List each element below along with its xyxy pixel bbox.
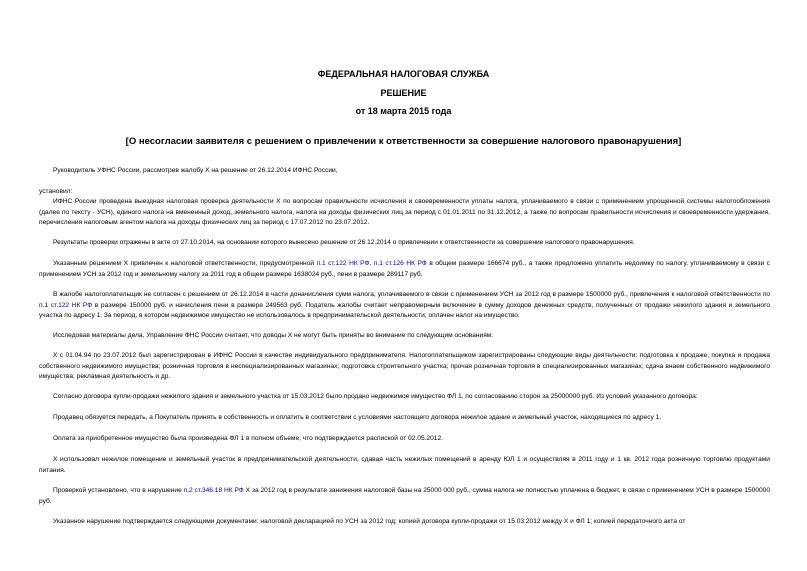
paragraph-results: Результаты проверки отражены в акте от 27.10.2014, на основании которого вынесено решение от 26.12.2014 о привлечении к ответственности за совершение налогового правонарушения.	[53, 239, 635, 246]
text-segment: Указанным решением Х привлечен к налоговой ответственности, предусмотренной	[53, 260, 317, 267]
paragraph-liability	[39, 259, 770, 280]
text-segment: в размере 150000 руб. и начисления пени в размере 249563 руб. Податель жалобы считает неправомерным включение в сумму доходов денежных средств, полученных от продажи нежилого здания и земельного участка по адресу 1. За период, в котором недвижимое имущество не использовалось в предпринимательской деятельности, оплачен налог на имущество.	[39, 301, 770, 319]
text-segment: в общем размере 166674 руб., а также предложено уплатить недоимку по налогу, уплачиваемому в связи с применением УСН за 2012 год и земельному налогу за 2011 год в общем размере 1638024 руб., пени в размере 289117 руб.	[39, 260, 770, 278]
document-subject: [О несогласии заявителя с решением о привлечении к ответственности за совершение налогового правонарушения]	[125, 136, 682, 147]
paragraph-complaint	[39, 290, 770, 322]
text-segment: ,	[369, 260, 374, 267]
document-type: РЕШЕНИЕ	[380, 88, 427, 98]
law-link[interactable]: ст.122 НК РФ	[50, 301, 93, 309]
text-segment: Х за 2012 год в результате занижения налоговой базы на 25000 000 руб., сумма налога не полностью уплачена в бюджет, в связи с применением УСН в размере 1500000 руб.	[39, 487, 771, 505]
paragraph-established: установил:	[39, 188, 73, 195]
paragraph-usage: Х использовал нежилое помещение и земельный участок в предпринимательской деятельности, сдавая часть нежилых помещений в аренду ЮЛ 1 и осуществляя в 2011 году и 1 кв. 2012 года розничную торговлю продуктами питания.	[39, 456, 770, 474]
paragraph-registration: Х с 01.04.94 по 23.07.2012 был зарегистрирован в ИФНС России в качестве индивидуального предпринимателя. Налогоплательщиком зарегистрированы следующие виды деятельности: подготовка к продаже, покупка и продажа собственного недвижимого имущества; розничная торговля в неспециализированных магазинах; подготовка строительного участка; прочая розничная торговля в специализированных магазинах; сдача внаем собственного недвижимого имущества; рекламная деятельность и др.	[39, 352, 770, 380]
document-date: от 18 марта 2015 года	[355, 106, 452, 116]
paragraph-audit: ИФНС России проведена выездная налоговая проверка деятельности Х по вопросам правильности исчисления и своевременности уплаты налога, уплачиваемого в связи с применением упрощенной системы налогообложения (далее по тексту - УСН), единого налога на вмененный доход, земельного налога, налога на доходы физических лиц за период с 01.01.2011 по 31.12.2012, а также по вопросам правильности исчисления и своевременности удержания, перечисления налоговым агентом налога на доходы физических лиц за период с 17.07.2012 по 23.07.2012.	[39, 198, 770, 226]
paragraph-review: Исследовав материалы дела, Управление ФНС России считает, что доводы Х не могут быть приняты во внимание по следующим основаниям:	[53, 332, 494, 339]
law-link[interactable]: п.1 ст.122 НК РФ	[316, 260, 370, 267]
paragraph-payment: Оплата за приобретенное имущество была произведена ФЛ 1 в полном объеме, что подтверждается распиской от 02.05.2012.	[53, 435, 443, 442]
text-segment: Проверкой установлено, что в нарушение	[53, 487, 184, 494]
paragraph-violation	[39, 486, 770, 507]
paragraph-contract: Согласно договора купли-продажи нежилого здания и земельного участка от 15.03.2012 было продано недвижимое имущество ФЛ 1, по согласованию сторон за 25000000 руб. Из условий указанного договора:	[53, 393, 698, 400]
law-link[interactable]: п.2 ст.346.18 НК РФ	[183, 487, 244, 494]
law-link[interactable]: п.1 ст.126 НК РФ	[373, 260, 427, 267]
paragraph-seller: Продавец обязуется передать, а Покупатель принять в собственность и оплатить в соответствии с условиями настоящего договора нежилое здание и земельный участок, находящиеся по адресу 1.	[53, 414, 662, 421]
text-segment: В жалобе налогоплательщик не согласен с решением от 26.12.2014 в части доначисления сумм налога, уплачиваемого в связи с применением УСН за 2012 год в размере 1500000 руб., привлечения к налоговой ответственности по п.1	[39, 291, 770, 309]
paragraph-intro: Руководитель УФНС России, рассмотрев жалобу Х на решение от 26.12.2014 ИФНС России,	[53, 167, 338, 174]
agency-title: ФЕДЕРАЛЬНАЯ НАЛОГОВАЯ СЛУЖБА	[317, 69, 490, 79]
paragraph-evidence: Указанное нарушение подтверждается следующими документами: налоговой декларацией по УСН за 2012 год; копией договора купли-продажи от 15.03.2012 между Х и ФЛ 1; копией передаточного акта от	[53, 518, 686, 525]
